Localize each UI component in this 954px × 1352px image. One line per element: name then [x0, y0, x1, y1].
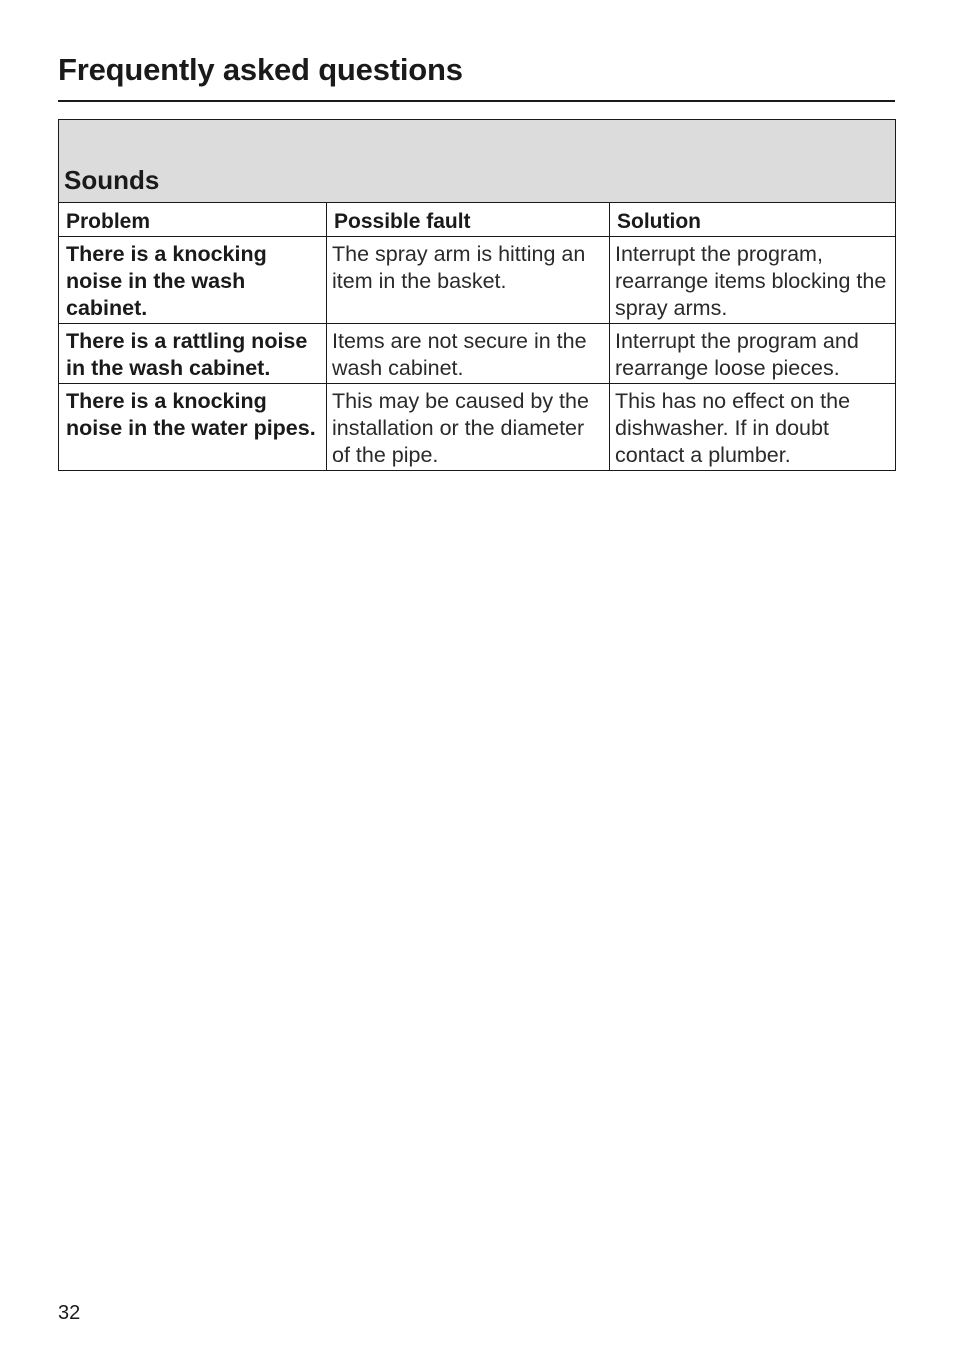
- table-row: [59, 384, 896, 471]
- section-title: Sounds: [59, 120, 896, 203]
- column-header-possible-fault: Possible fault: [327, 203, 610, 237]
- page-number: 32: [58, 1302, 81, 1324]
- table-row: [59, 324, 896, 384]
- problem-cell: There is a knocking noise in the wash cabinet.: [59, 237, 327, 324]
- column-header-problem: Problem: [59, 203, 327, 237]
- solution-cell: Interrupt the program, rearrange items blocking the spray arms.: [610, 237, 896, 324]
- page-title: Frequently asked questions: [58, 52, 463, 87]
- problem-cell: There is a knocking noise in the water pipes.: [59, 384, 327, 471]
- fault-cell: Items are not secure in the wash cabinet.: [327, 324, 610, 384]
- solution-cell: This has no effect on the dishwasher. If in doubt contact a plumber.: [610, 384, 896, 471]
- fault-cell: This may be caused by the installation or the diameter of the pipe.: [327, 384, 610, 471]
- column-header-solution: Solution: [610, 203, 896, 237]
- column-header-row: [59, 203, 896, 237]
- table-row: [59, 237, 896, 324]
- page-header: [58, 50, 895, 102]
- fault-cell: The spray arm is hitting an item in the basket.: [327, 237, 610, 324]
- faq-table: [58, 119, 896, 471]
- problem-cell: There is a rattling noise in the wash cabinet.: [59, 324, 327, 384]
- solution-cell: Interrupt the program and rearrange loose pieces.: [610, 324, 896, 384]
- section-row: [59, 120, 896, 203]
